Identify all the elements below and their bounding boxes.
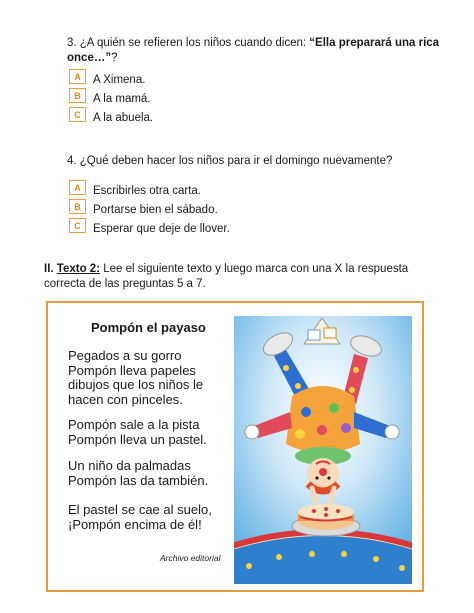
- poem-line: dibujos que los niños le: [68, 377, 204, 392]
- option-letter-box[interactable]: B: [69, 88, 86, 103]
- option-letter-box[interactable]: C: [69, 218, 86, 233]
- clown-glove-right: [385, 425, 399, 439]
- option-text: A Ximena.: [93, 73, 146, 86]
- poem-stanza-2: [68, 418, 207, 447]
- section-instruction: Lee el siguiente texto y luego marca con una X la respuesta correcta de las preguntas 5 a 7.: [44, 263, 409, 290]
- option-letter-box[interactable]: A: [69, 69, 86, 84]
- clown-eye: [327, 476, 330, 479]
- poem-line: Un niño da palmadas: [68, 458, 191, 473]
- question-4-text: 4. ¿Qué deben hacer los niños para ir el domingo nuevamente?: [67, 155, 393, 167]
- poem-line: Pegados a su gorro: [68, 348, 182, 363]
- poem-title: Pompón el payaso: [91, 320, 206, 335]
- clown-nose: [319, 468, 327, 476]
- section-roman: II.: [44, 263, 54, 275]
- option-text: A la abuela.: [93, 111, 154, 124]
- option-letter-box[interactable]: B: [69, 199, 86, 214]
- ring-border: [234, 536, 412, 584]
- option-text: A la mamá.: [93, 92, 151, 105]
- poem-line: Pompón las da también.: [68, 472, 209, 488]
- poem-box: [46, 301, 424, 592]
- question-3-tail: ?: [111, 52, 118, 64]
- section-heading: Texto 2:: [56, 263, 101, 275]
- poem-line: El pastel se cae al suelo,: [68, 502, 212, 517]
- clown-glove-left: [245, 425, 259, 439]
- clown-illustration: [234, 316, 412, 584]
- q4-option-c[interactable]: [69, 216, 230, 235]
- q3-option-b[interactable]: [69, 86, 151, 105]
- poem-line: Pompón lleva un pastel.: [68, 431, 207, 447]
- option-text: Esperar que deje de llover.: [93, 222, 230, 235]
- option-text: Escribirles otra carta.: [93, 184, 202, 197]
- poem-stanza-1: [68, 349, 203, 407]
- option-text: Portarse bien el sábado.: [93, 203, 218, 216]
- question-4: [67, 154, 447, 169]
- question-3-text: 3. ¿A quién se refieren los niños cuando dicen:: [67, 37, 310, 49]
- clown-eye: [315, 476, 318, 479]
- poem-line: ¡Pompón encima de él!: [68, 516, 202, 532]
- q3-option-a[interactable]: [69, 67, 145, 86]
- poem-line: hacen con pinceles.: [68, 391, 183, 407]
- q3-option-c[interactable]: [69, 105, 153, 124]
- q4-option-a[interactable]: [69, 178, 201, 197]
- poem-line: Pompón lleva papeles: [68, 362, 196, 378]
- hat-paper: [324, 328, 336, 338]
- option-letter-box[interactable]: A: [69, 180, 86, 195]
- section-instructions: [44, 262, 436, 292]
- question-3: [67, 36, 447, 66]
- poem-line: Pompón sale a la pista: [68, 417, 200, 432]
- poem-stanza-4: [68, 503, 212, 532]
- q4-option-b[interactable]: [69, 197, 218, 216]
- option-letter-box[interactable]: C: [69, 107, 86, 122]
- poem-credit: Archivo editorial: [160, 553, 221, 563]
- question-3-quote: “Ella preparará una rica once…”: [67, 37, 440, 64]
- poem-stanza-3: [68, 459, 208, 488]
- hat-paper: [308, 330, 320, 340]
- clown-body: [286, 386, 360, 453]
